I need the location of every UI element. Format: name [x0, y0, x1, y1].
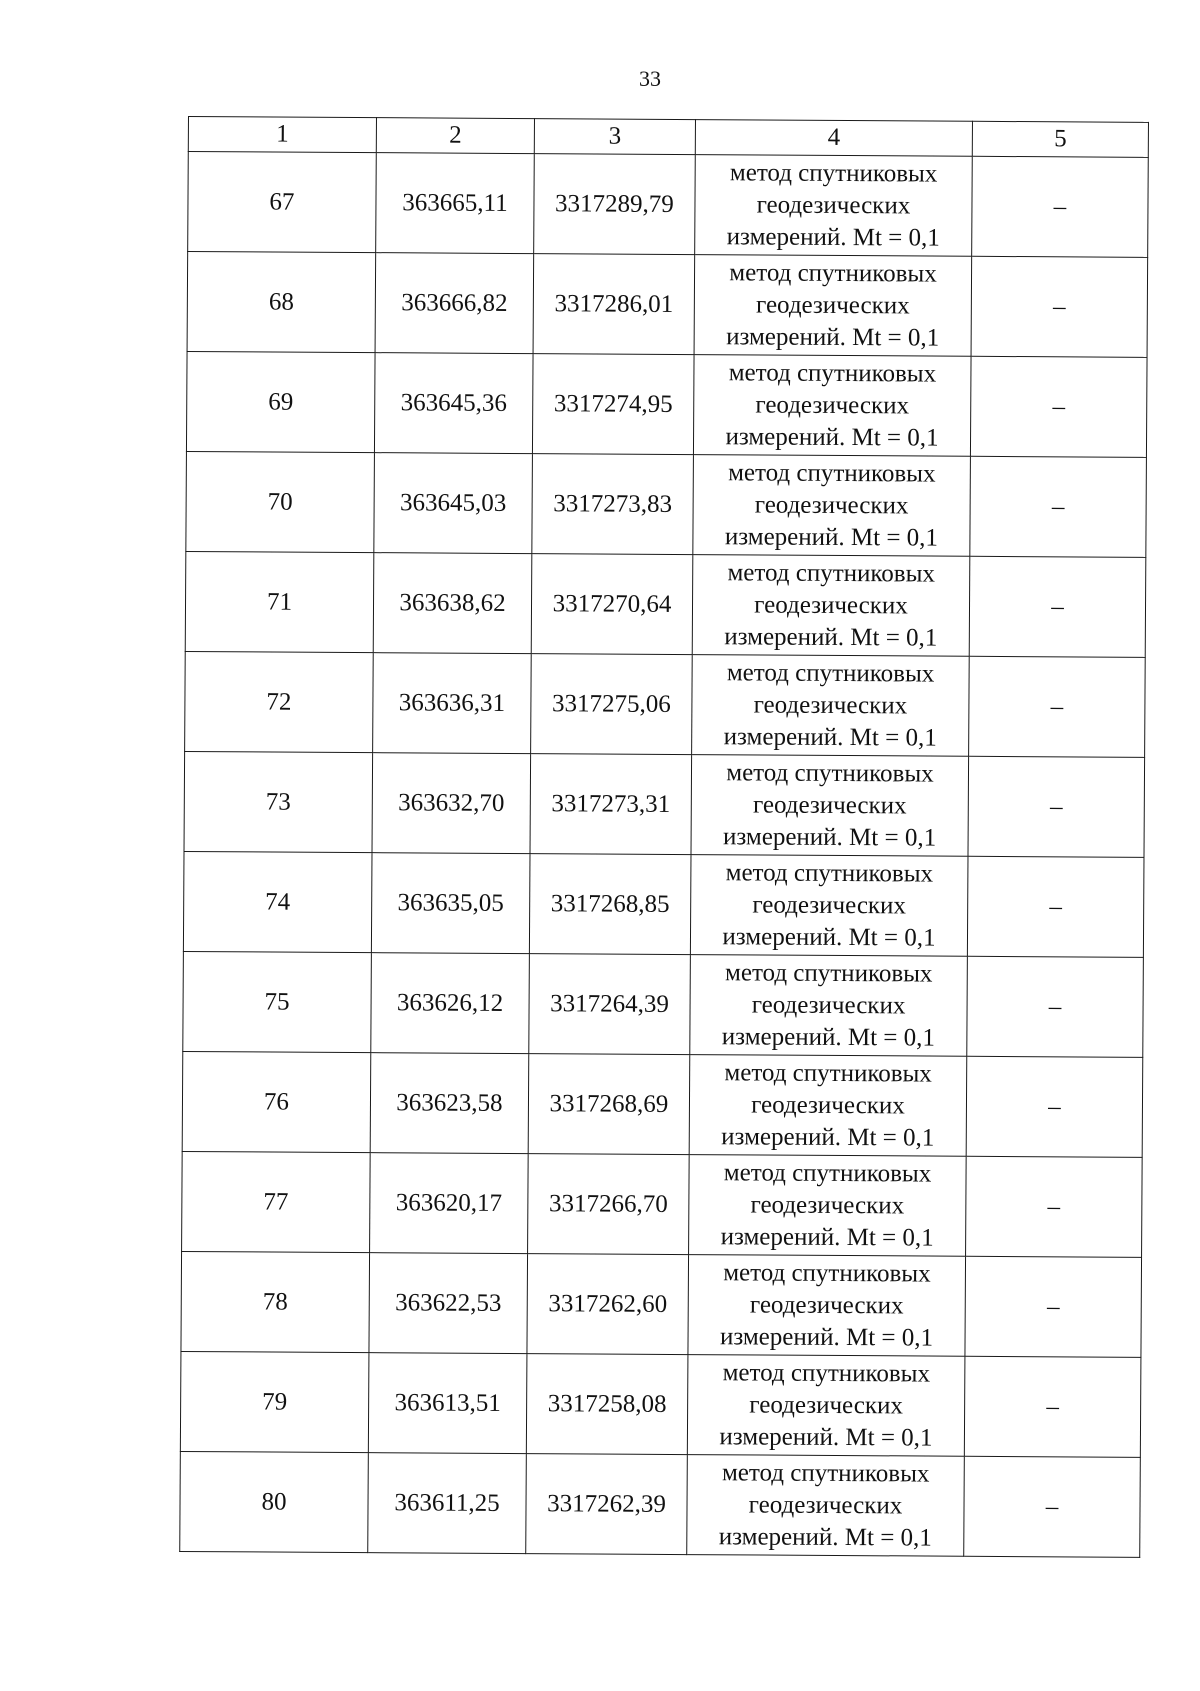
point-number-cell: 76 — [182, 1051, 371, 1152]
method-cell: метод спутниковых геодезических измерений. Mt = 0,1 — [690, 855, 968, 957]
x-coordinate-cell: 363636,31 — [373, 653, 532, 754]
point-number-cell: 80 — [180, 1451, 369, 1552]
point-number-cell: 79 — [180, 1351, 369, 1452]
note-cell: – — [967, 856, 1144, 957]
x-coordinate-cell: 363665,11 — [376, 153, 535, 254]
x-coordinate-cell: 363645,36 — [374, 353, 533, 454]
column-header-5: 5 — [972, 121, 1148, 157]
point-number-cell: 71 — [185, 551, 374, 652]
table-row — [185, 651, 1146, 757]
column-header-1: 1 — [188, 117, 376, 153]
point-number-cell: 69 — [186, 351, 375, 452]
method-cell: метод спутниковых геодезических измерений. Mt = 0,1 — [688, 1255, 966, 1357]
method-cell: метод спутниковых геодезических измерений. Mt = 0,1 — [687, 1355, 965, 1457]
x-coordinate-cell: 363613,51 — [368, 1353, 527, 1454]
note-cell: – — [969, 656, 1146, 757]
x-coordinate-cell: 363666,82 — [375, 253, 534, 354]
note-cell: – — [966, 1156, 1143, 1257]
point-number-cell: 72 — [185, 651, 374, 752]
point-number-cell: 67 — [188, 152, 377, 253]
coordinates-table — [179, 116, 1149, 1558]
table-row — [187, 252, 1148, 358]
x-coordinate-cell: 363622,53 — [369, 1253, 528, 1354]
table-header — [188, 117, 1148, 158]
note-cell: – — [968, 756, 1145, 857]
page-number: 33 — [639, 66, 661, 91]
point-number-cell: 70 — [186, 451, 375, 552]
x-coordinate-cell: 363623,58 — [370, 1053, 529, 1154]
table-row — [183, 951, 1144, 1057]
table-row — [183, 851, 1144, 957]
y-coordinate-cell: 3317268,85 — [529, 854, 691, 955]
coordinates-table-container — [179, 116, 1148, 1558]
table-row — [186, 351, 1147, 457]
method-cell: метод спутниковых геодезических измерений. Mt = 0,1 — [693, 455, 971, 557]
y-coordinate-cell: 3317264,39 — [529, 954, 691, 1055]
method-cell: метод спутниковых геодезических измерений. Mt = 0,1 — [695, 155, 973, 257]
method-cell: метод спутниковых геодезических измерений. Mt = 0,1 — [690, 955, 968, 1057]
point-number-cell: 77 — [182, 1151, 371, 1252]
x-coordinate-cell: 363635,05 — [371, 853, 530, 954]
header-row — [188, 117, 1148, 158]
y-coordinate-cell: 3317273,31 — [530, 754, 692, 855]
point-number-cell: 75 — [183, 951, 372, 1052]
y-coordinate-cell: 3317274,95 — [532, 354, 694, 455]
y-coordinate-cell: 3317268,69 — [528, 1054, 690, 1155]
table-row — [184, 751, 1145, 857]
x-coordinate-cell: 363645,03 — [374, 453, 533, 554]
note-cell: – — [964, 1356, 1141, 1457]
point-number-cell: 68 — [187, 252, 376, 353]
x-coordinate-cell: 363611,25 — [368, 1453, 527, 1554]
table-row — [188, 152, 1149, 258]
note-cell: – — [969, 556, 1146, 657]
note-cell: – — [965, 1256, 1142, 1357]
y-coordinate-cell: 3317258,08 — [526, 1354, 688, 1455]
note-cell: – — [964, 1456, 1141, 1557]
y-coordinate-cell: 3317275,06 — [531, 654, 693, 755]
point-number-cell: 78 — [181, 1251, 370, 1352]
note-cell: – — [971, 256, 1148, 357]
point-number-cell: 73 — [184, 751, 373, 852]
table-row — [180, 1451, 1141, 1557]
method-cell: метод спутниковых геодезических измерений. Mt = 0,1 — [689, 1155, 967, 1257]
method-cell: метод спутниковых геодезических измерений. Mt = 0,1 — [692, 555, 970, 657]
note-cell: – — [970, 356, 1147, 457]
y-coordinate-cell: 3317270,64 — [531, 554, 693, 655]
method-cell: метод спутниковых геодезических измерений. Mt = 0,1 — [687, 1455, 965, 1557]
x-coordinate-cell: 363626,12 — [371, 953, 530, 1054]
note-cell: – — [967, 956, 1144, 1057]
table-body — [180, 152, 1149, 1558]
x-coordinate-cell: 363638,62 — [373, 553, 532, 654]
column-header-4: 4 — [695, 120, 972, 157]
table-row — [182, 1051, 1143, 1157]
y-coordinate-cell: 3317289,79 — [534, 154, 696, 255]
table-row — [180, 1351, 1141, 1457]
method-cell: метод спутниковых геодезических измерений. Mt = 0,1 — [693, 355, 971, 457]
x-coordinate-cell: 363620,17 — [370, 1153, 529, 1254]
note-cell: – — [966, 1056, 1143, 1157]
y-coordinate-cell: 3317286,01 — [533, 254, 695, 355]
y-coordinate-cell: 3317262,60 — [527, 1254, 689, 1355]
table-row — [185, 551, 1146, 657]
column-header-2: 2 — [376, 118, 534, 154]
column-header-3: 3 — [534, 119, 695, 155]
point-number-cell: 74 — [183, 851, 372, 952]
method-cell: метод спутниковых геодезических измерений. Mt = 0,1 — [694, 255, 972, 357]
y-coordinate-cell: 3317273,83 — [532, 454, 694, 555]
y-coordinate-cell: 3317266,70 — [528, 1154, 690, 1255]
table-row — [182, 1151, 1143, 1257]
method-cell: метод спутниковых геодезических измерений. Mt = 0,1 — [692, 655, 970, 757]
table-row — [181, 1251, 1142, 1357]
note-cell: – — [972, 156, 1149, 257]
table-row — [186, 451, 1147, 557]
method-cell: метод спутниковых геодезических измерений. Mt = 0,1 — [689, 1055, 967, 1157]
note-cell: – — [970, 456, 1147, 557]
x-coordinate-cell: 363632,70 — [372, 753, 531, 854]
method-cell: метод спутниковых геодезических измерений. Mt = 0,1 — [691, 755, 969, 857]
y-coordinate-cell: 3317262,39 — [526, 1454, 688, 1555]
